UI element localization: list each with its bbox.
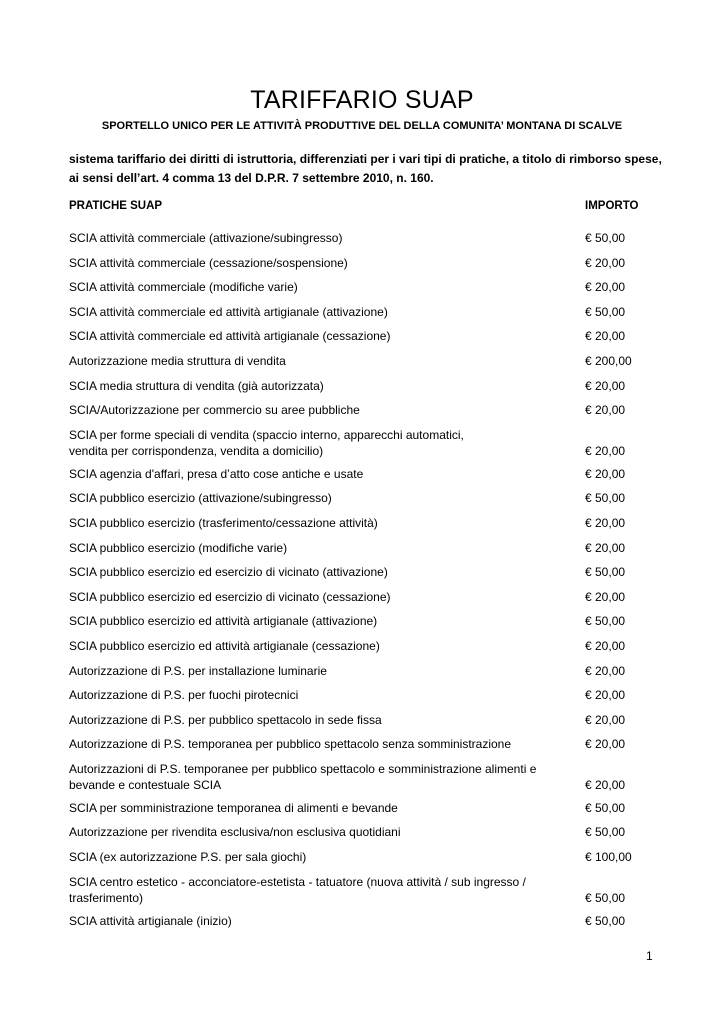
row-amount: € 100,00 <box>585 850 632 865</box>
row-description <box>69 255 569 271</box>
table-header <box>69 200 669 220</box>
row-description-line: SCIA per somministrazione temporanea di alimenti e bevande <box>69 800 398 815</box>
row-description <box>69 515 569 531</box>
table-row <box>69 874 669 913</box>
row-amount: € 50,00 <box>585 800 626 815</box>
row-amount: € 20,00 <box>585 540 626 555</box>
row-amount: € 50,00 <box>585 890 626 905</box>
row-amount: € 20,00 <box>585 378 626 393</box>
row-amount: € 20,00 <box>585 466 626 481</box>
document-title: TARIFFARIO SUAP <box>250 86 474 114</box>
row-description <box>69 687 569 703</box>
row-description-line: Autorizzazione per rivendita esclusiva/non esclusiva quotidiani <box>69 825 401 840</box>
table-row <box>69 849 669 874</box>
table-row <box>69 824 669 849</box>
row-amount: € 20,00 <box>585 712 626 727</box>
row-description <box>69 304 569 320</box>
intro-line: ai sensi dell’art. 4 comma 13 del D.P.R. 7 settembre 2010, n. 160. <box>69 171 434 185</box>
row-description <box>69 589 569 605</box>
table-row <box>69 913 669 938</box>
row-amount: € 20,00 <box>585 443 626 458</box>
table-row <box>69 589 669 614</box>
table-row <box>69 255 669 280</box>
row-description <box>69 613 569 629</box>
row-description <box>69 490 569 506</box>
table-row <box>69 736 669 761</box>
header-importo: IMPORTO <box>585 200 639 212</box>
row-description <box>69 540 569 556</box>
table-row <box>69 800 669 825</box>
row-description-line: SCIA pubblico esercizio ed esercizio di vicinato (cessazione) <box>69 589 391 604</box>
row-description-line: SCIA attività commerciale ed attività artigianale (cessazione) <box>69 329 391 344</box>
row-amount: € 50,00 <box>585 231 626 245</box>
table-row <box>69 761 669 800</box>
intro-paragraph <box>69 150 669 188</box>
row-description-line: Autorizzazione di P.S. temporanea per pubblico spettacolo senza somministrazione <box>69 737 512 752</box>
row-description-line: SCIA agenzia d'affari, presa d’atto cose antiche e usate <box>69 466 364 481</box>
row-description-line: SCIA/Autorizzazione per commercio su aree pubbliche <box>69 403 360 418</box>
table-row <box>69 328 669 353</box>
table-row <box>69 304 669 329</box>
row-amount: € 50,00 <box>585 304 626 319</box>
row-description <box>69 564 569 580</box>
row-amount: € 20,00 <box>585 737 626 752</box>
row-amount: € 20,00 <box>585 777 626 792</box>
row-description-line: Autorizzazione di P.S. per fuochi pirotecnici <box>69 688 299 703</box>
fee-table <box>69 200 669 937</box>
row-description-line: SCIA pubblico esercizio ed attività artigianale (attivazione) <box>69 614 378 629</box>
table-row <box>69 712 669 737</box>
row-description-line: Autorizzazioni di P.S. temporanee per pubblico spettacolo e somministrazione alimenti e <box>69 761 537 776</box>
document-subtitle: SPORTELLO UNICO PER LE ATTIVITÀ PRODUTTIVE DEL DELLA COMUNITA’ MONTANA DI SCALVE <box>101 120 623 132</box>
table-row <box>69 353 669 378</box>
row-description-line: SCIA pubblico esercizio (trasferimento/cessazione attività) <box>69 515 378 530</box>
table-row <box>69 490 669 515</box>
row-amount: € 200,00 <box>585 353 632 368</box>
row-amount: € 20,00 <box>585 589 626 604</box>
row-description-line: Autorizzazione media struttura di vendita <box>69 353 286 368</box>
row-description <box>69 913 569 929</box>
row-description <box>69 800 569 816</box>
table-row <box>69 663 669 688</box>
row-description-line: vendita per corrispondenza, vendita a domicilio) <box>69 443 324 458</box>
table-body <box>69 230 669 937</box>
row-amount: € 50,00 <box>585 491 626 506</box>
row-description-line: SCIA centro estetico - acconciatore-estetista - tatuatore (nuova attività / sub ingresso / <box>69 874 526 889</box>
row-description-line: bevande e contestuale SCIA <box>69 777 222 792</box>
row-description-line: SCIA per forme speciali di vendita (spaccio interno, apparecchi automatici, <box>69 427 464 442</box>
header-pratiche: PRATICHE SUAP <box>69 200 163 212</box>
row-description <box>69 849 569 865</box>
table-row <box>69 402 669 427</box>
row-description <box>69 378 569 394</box>
intro-line: sistema tariffario dei diritti di istruttoria, differenziati per i vari tipi di pratiche, a titolo di rimborso spese, <box>69 152 662 166</box>
row-description-line: SCIA attività commerciale (cessazione/sospensione) <box>69 255 348 270</box>
row-description-line: trasferimento) <box>69 890 144 905</box>
row-description-line: SCIA pubblico esercizio ed esercizio di vicinato (attivazione) <box>69 565 388 580</box>
row-amount: € 20,00 <box>585 688 626 703</box>
row-description-line: SCIA attività artigianale (inizio) <box>69 913 232 928</box>
row-amount: € 20,00 <box>585 255 626 270</box>
table-row <box>69 466 669 491</box>
table-row <box>69 230 669 255</box>
table-row <box>69 427 669 466</box>
row-description <box>69 230 569 246</box>
table-row <box>69 378 669 403</box>
row-description-line: SCIA pubblico esercizio (modifiche varie) <box>69 540 288 555</box>
page-number: 1 <box>646 949 653 963</box>
row-description-line: SCIA pubblico esercizio (attivazione/subingresso) <box>69 491 332 506</box>
table-row <box>69 564 669 589</box>
row-description <box>69 712 569 728</box>
row-description <box>69 427 569 459</box>
row-description <box>69 353 569 369</box>
row-amount: € 50,00 <box>585 913 626 928</box>
table-row <box>69 613 669 638</box>
row-description-line: SCIA attività commerciale (attivazione/subingresso) <box>69 231 343 245</box>
table-row <box>69 515 669 540</box>
table-row <box>69 279 669 304</box>
row-description <box>69 736 569 752</box>
row-description-line: SCIA attività commerciale (modifiche varie) <box>69 280 298 295</box>
row-amount: € 20,00 <box>585 663 626 678</box>
row-description <box>69 761 569 793</box>
row-amount: € 20,00 <box>585 515 626 530</box>
row-description <box>69 638 569 654</box>
row-description-line: SCIA pubblico esercizio ed attività artigianale (cessazione) <box>69 638 380 653</box>
row-description <box>69 663 569 679</box>
row-description <box>69 279 569 295</box>
row-amount: € 20,00 <box>585 329 626 344</box>
row-description-line: Autorizzazione di P.S. per pubblico spettacolo in sede fissa <box>69 712 382 727</box>
row-description-line: SCIA attività commerciale ed attività artigianale (attivazione) <box>69 304 388 319</box>
row-description <box>69 466 569 482</box>
row-amount: € 50,00 <box>585 565 626 580</box>
row-description <box>69 402 569 418</box>
row-description <box>69 824 569 840</box>
table-row <box>69 638 669 663</box>
row-amount: € 20,00 <box>585 280 626 295</box>
row-description-line: SCIA (ex autorizzazione P.S. per sala giochi) <box>69 850 307 865</box>
row-description-line: SCIA media struttura di vendita (già autorizzata) <box>69 378 324 393</box>
table-row <box>69 540 669 565</box>
row-description <box>69 328 569 344</box>
row-description <box>69 874 569 906</box>
row-amount: € 20,00 <box>585 403 626 418</box>
row-amount: € 20,00 <box>585 638 626 653</box>
row-amount: € 50,00 <box>585 825 626 840</box>
row-amount: € 50,00 <box>585 614 626 629</box>
row-description-line: Autorizzazione di P.S. per installazione luminarie <box>69 663 327 678</box>
table-row <box>69 687 669 712</box>
